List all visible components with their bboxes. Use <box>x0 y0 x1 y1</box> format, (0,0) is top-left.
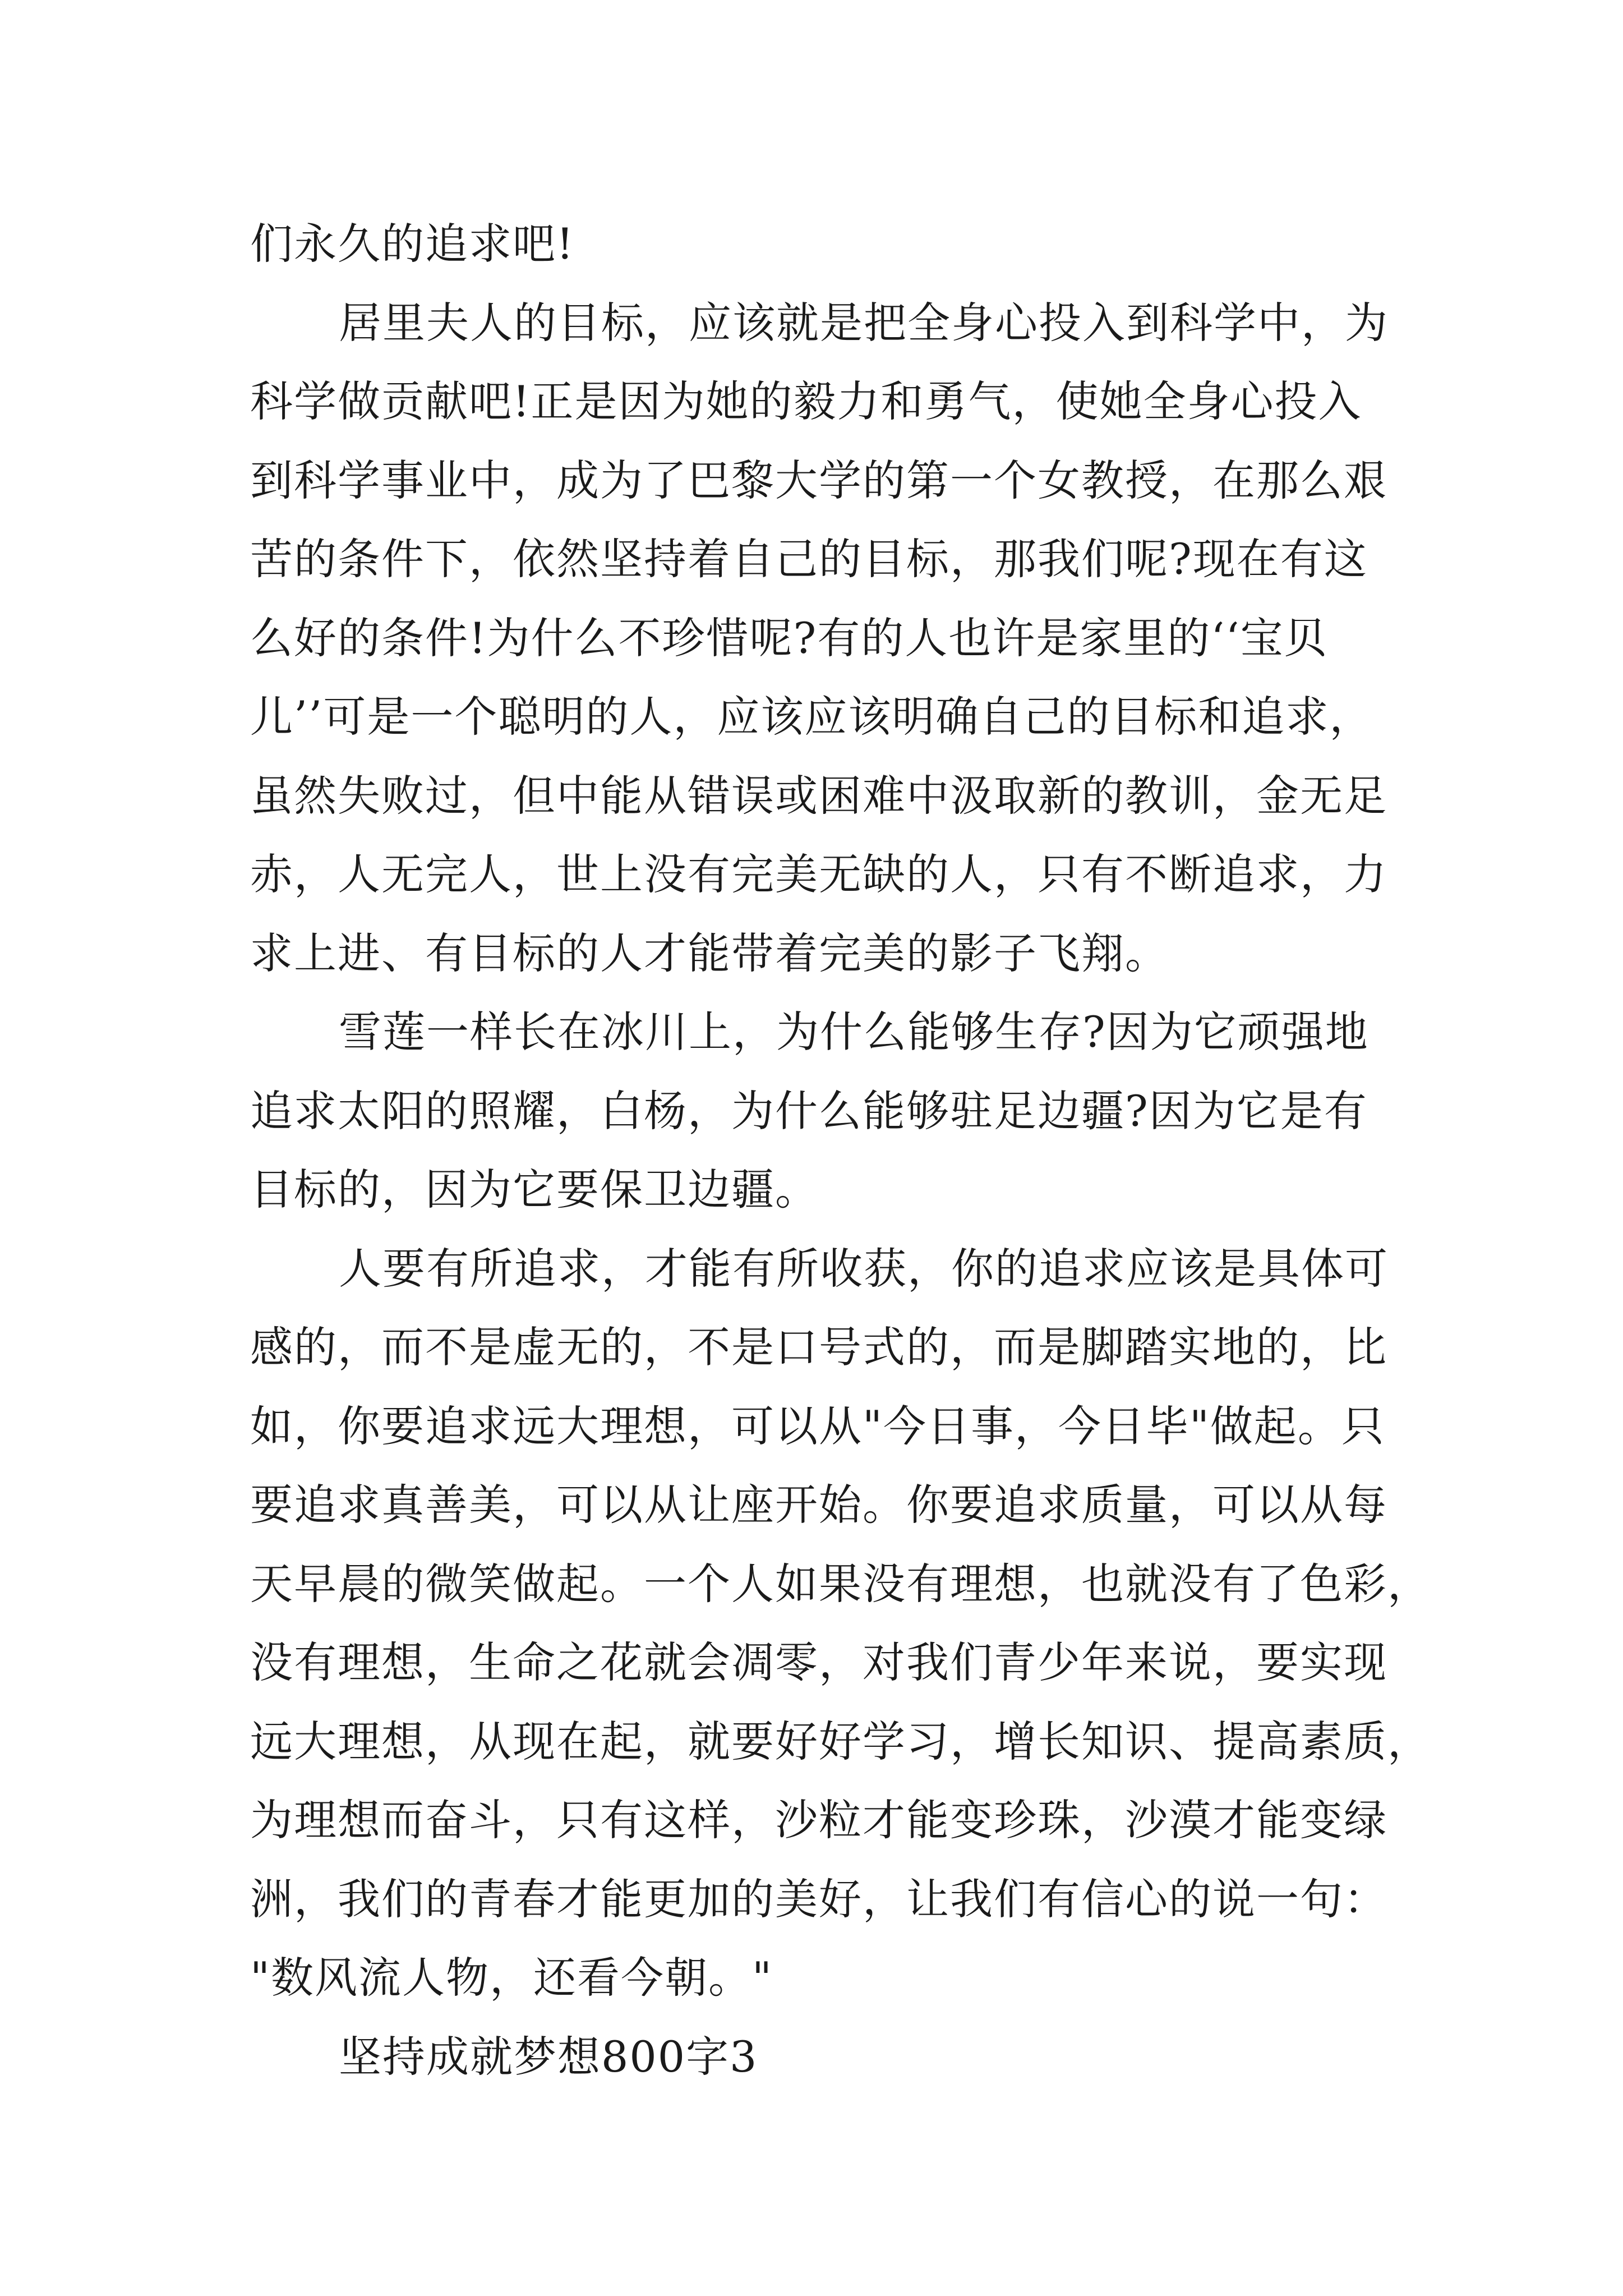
text-line: 目标的，因为它要保卫边疆。 <box>250 1165 819 1214</box>
text-line: 科学做贡献吧!正是因为她的毅力和勇气，使她全身心投入 <box>250 376 1362 426</box>
paragraph-start-line: 居里夫人的目标，应该就是把全身心投入到科学中，为 <box>339 298 1389 348</box>
paragraph-start-line: 人要有所追求，才能有所收获，你的追求应该是具体可 <box>339 1244 1389 1294</box>
text-line: 苦的条件下，依然坚持着自己的目标，那我们呢?现在有这 <box>250 534 1368 584</box>
text-line: 虽然失败过，但中能从错误或困难中汲取新的教训，金无足 <box>250 771 1387 821</box>
text-line: 么好的条件!为什么不珍惜呢?有的人也许是家里的‘‘宝贝 <box>250 613 1328 663</box>
text-line: 追求太阳的照耀，白杨，为什么能够驻足边疆?因为它是有 <box>250 1086 1368 1136</box>
text-line: 感的，而不是虚无的，不是口号式的，而是脚踏实地的，比 <box>250 1322 1387 1372</box>
text-line: 们永久的追求吧! <box>250 219 575 269</box>
section-heading: 坚持成就梦想800字3 <box>339 2032 758 2082</box>
text-line: 没有理想，生命之花就会凋零，对我们青少年来说，要实现 <box>250 1637 1387 1687</box>
text-line: 儿’’可是一个聪明的人，应该应该明确自己的目标和追求， <box>250 692 1373 742</box>
text-line: 如，你要追求远大理想，可以从"今日事，今日毕"做起。只 <box>250 1401 1385 1451</box>
text-line: 要追求真善美，可以从让座开始。你要追求质量，可以从每 <box>250 1480 1387 1530</box>
text-line: 远大理想，从现在起，就要好好学习，增长知识、提高素质， <box>250 1717 1431 1766</box>
text-line: 为理想而奋斗，只有这样，沙粒才能变珍珠，沙漠才能变绿 <box>250 1795 1387 1845</box>
paragraph-start-line: 雪莲一样长在冰川上，为什么能够生存?因为它顽强地 <box>339 1007 1369 1057</box>
text-line: "数风流人物，还看今朝。" <box>250 1953 773 2003</box>
text-line: 求上进、有目标的人才能带着完美的影子飞翔。 <box>250 928 1169 978</box>
text-line: 到科学事业中，成为了巴黎大学的第一个女教授，在那么艰 <box>250 455 1387 505</box>
text-line: 赤，人无完人，世上没有完美无缺的人，只有不断追求，力 <box>250 849 1387 899</box>
text-line: 洲，我们的青春才能更加的美好，让我们有信心的说一句： <box>250 1874 1387 1924</box>
text-line: 天早晨的微笑做起。一个人如果没有理想，也就没有了色彩， <box>250 1559 1431 1609</box>
